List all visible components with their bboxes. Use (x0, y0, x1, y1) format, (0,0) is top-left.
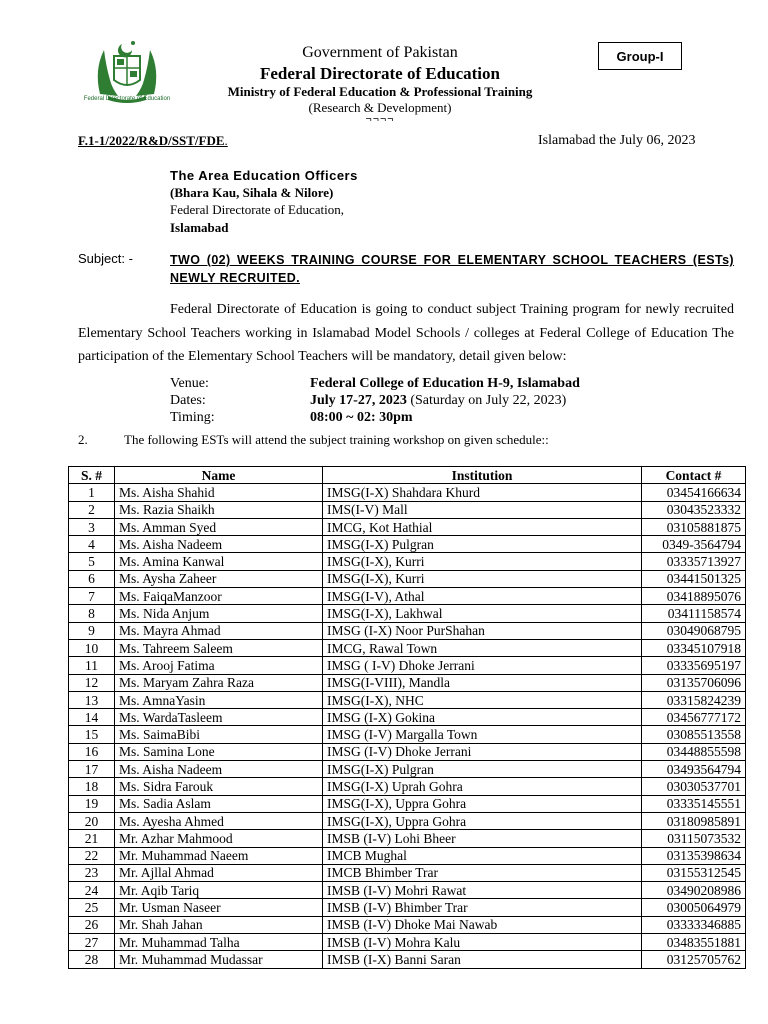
cell-sn: 21 (69, 830, 115, 847)
table-row (69, 570, 746, 587)
department-heading: (Research & Development) (308, 100, 452, 115)
cell-sn: 19 (69, 795, 115, 812)
header-name: Name (115, 467, 323, 484)
cell-sn: 10 (69, 639, 115, 656)
cell-name: Ms. Aysha Zaheer (115, 570, 323, 587)
cell-institution: IMSG (I-X) Gokina (323, 709, 642, 726)
cell-name: Mr. Aqib Tariq (115, 882, 323, 899)
cell-institution: IMSB (I-V) Mohri Rawat (323, 882, 642, 899)
table-row (69, 899, 746, 916)
cell-sn: 24 (69, 882, 115, 899)
timing-value: 08:00 ~ 02: 30pm (310, 410, 413, 425)
cell-contact: 03333346885 (642, 916, 746, 933)
addressee-areas: (Bhara Kau, Sihala & Nilore) (170, 185, 334, 200)
cell-institution: IMSB (I-V) Lohi Bheer (323, 830, 642, 847)
cell-sn: 23 (69, 864, 115, 881)
cell-institution: IMCB Mughal (323, 847, 642, 864)
point-2 (78, 432, 549, 448)
cell-institution: IMSG (I-X) Noor PurShahan (323, 622, 642, 639)
cell-contact: 03335145551 (642, 795, 746, 812)
cell-contact: 03049068795 (642, 622, 746, 639)
cell-name: Ms. Amina Kanwal (115, 553, 323, 570)
table-row (69, 588, 746, 605)
cell-name: Ms. Tahreem Saleem (115, 639, 323, 656)
cell-name: Ms. SaimaBibi (115, 726, 323, 743)
table-row (69, 934, 746, 951)
point-2-number: 2. (78, 432, 88, 447)
cell-institution: IMSB (I-V) Dhoke Mai Nawab (323, 916, 642, 933)
subject-text: TWO (02) WEEKS TRAINING COURSE FOR ELEMENTARY SCHOOL TEACHERS (ESTs) NEWLY RECRUITED. (170, 253, 734, 285)
cell-institution: IMSB (I-X) Banni Saran (323, 951, 642, 968)
cell-institution: IMSG(I-X), Lakhwal (323, 605, 642, 622)
cell-contact: 03411158574 (642, 605, 746, 622)
table-row (69, 501, 746, 518)
table-row (69, 518, 746, 535)
cell-sn: 1 (69, 484, 115, 501)
cell-sn: 6 (69, 570, 115, 587)
cell-institution: IMSB (I-V) Bhimber Trar (323, 899, 642, 916)
cell-sn: 27 (69, 934, 115, 951)
cell-sn: 9 (69, 622, 115, 639)
cell-name: Ms. Aisha Nadeem (115, 761, 323, 778)
cell-contact: 03155312545 (642, 864, 746, 881)
cell-contact: 03125705762 (642, 951, 746, 968)
table-row (69, 726, 746, 743)
table-row (69, 743, 746, 760)
cell-institution: IMSG(I-X) Pulgran (323, 761, 642, 778)
cell-contact: 03135398634 (642, 847, 746, 864)
cell-contact: 03335695197 (642, 657, 746, 674)
cell-sn: 16 (69, 743, 115, 760)
addressee-title: The Area Education Officers (170, 168, 358, 183)
timing-label: Timing: (170, 410, 215, 425)
group-badge: Group-I (598, 42, 682, 70)
cell-name: Ms. Arooj Fatima (115, 657, 323, 674)
cell-sn: 13 (69, 691, 115, 708)
cell-sn: 2 (69, 501, 115, 518)
cell-contact: 03085513558 (642, 726, 746, 743)
cell-contact: 0349-3564794 (642, 536, 746, 553)
table-header-row (69, 467, 746, 484)
cell-name: Ms. Mayra Ahmad (115, 622, 323, 639)
dates-note: (Saturday on July 22, 2023) (406, 393, 567, 408)
table-row (69, 484, 746, 501)
reference-number (78, 133, 228, 149)
cell-contact: 03418895076 (642, 588, 746, 605)
addressee-city: Islamabad (170, 220, 229, 235)
cell-sn: 11 (69, 657, 115, 674)
cell-institution: IMSG(I-V), Athal (323, 588, 642, 605)
table-row (69, 674, 746, 691)
reference-text: F.1-1/2022/R&D/SST/FDE (78, 133, 225, 148)
venue-label: Venue: (170, 376, 209, 391)
cell-institution: IMSG(I-X), NHC (323, 691, 642, 708)
cell-contact: 03448855598 (642, 743, 746, 760)
cell-sn: 18 (69, 778, 115, 795)
body-paragraph: Federal Directorate of Education is going to conduct subject Training program for newly recruited Elementary School Teachers working in Islamabad Model Schools / colleges at Federal College of Education The participation of the Elementary School Teachers will be mandatory, detail given below: (78, 302, 734, 364)
header-separator: ¬¬¬¬ (365, 113, 395, 125)
cell-sn: 17 (69, 761, 115, 778)
cell-contact: 03115073532 (642, 830, 746, 847)
cell-name: Mr. Muhammad Naeem (115, 847, 323, 864)
header-institution: Institution (323, 467, 642, 484)
table-row (69, 847, 746, 864)
cell-name: Ms. FaiqaManzoor (115, 588, 323, 605)
cell-sn: 22 (69, 847, 115, 864)
cell-institution: IMCG, Kot Hathial (323, 518, 642, 535)
cell-name: Ms. Aisha Nadeem (115, 536, 323, 553)
point-2-text: The following ESTs will attend the subject training workshop on given schedule:: (124, 432, 549, 447)
table-row (69, 553, 746, 570)
letter-date: Islamabad the July 06, 2023 (538, 133, 696, 148)
cell-contact: 03454166634 (642, 484, 746, 501)
cell-name: Ms. Aisha Shahid (115, 484, 323, 501)
cell-institution: IMSG(I-X), Uppra Gohra (323, 795, 642, 812)
government-heading: Government of Pakistan (302, 44, 458, 61)
dates-line (310, 393, 566, 409)
cell-contact: 03456777172 (642, 709, 746, 726)
cell-contact: 03483551881 (642, 934, 746, 951)
table-row (69, 709, 746, 726)
cell-name: Ms. Nida Anjum (115, 605, 323, 622)
directorate-heading: Federal Directorate of Education (260, 64, 500, 83)
cell-sn: 20 (69, 812, 115, 829)
cell-institution: IMSG (I-V) Dhoke Jerrani (323, 743, 642, 760)
cell-contact: 03180985891 (642, 812, 746, 829)
table-row (69, 795, 746, 812)
cell-sn: 7 (69, 588, 115, 605)
cell-name: Ms. Sadia Aslam (115, 795, 323, 812)
cell-sn: 12 (69, 674, 115, 691)
table-row (69, 864, 746, 881)
table-row (69, 536, 746, 553)
cell-contact: 03493564794 (642, 761, 746, 778)
table-row (69, 882, 746, 899)
cell-contact: 03030537701 (642, 778, 746, 795)
cell-name: Mr. Muhammad Talha (115, 934, 323, 951)
cell-name: Mr. Usman Naseer (115, 899, 323, 916)
reference-dot: . (224, 133, 228, 148)
table-row (69, 916, 746, 933)
cell-name: Mr. Azhar Mahmood (115, 830, 323, 847)
cell-sn: 4 (69, 536, 115, 553)
cell-institution: IMCB Bhimber Trar (323, 864, 642, 881)
table-row (69, 622, 746, 639)
cell-institution: IMSG(I-X), Kurri (323, 553, 642, 570)
table-row (69, 812, 746, 829)
teachers-table (68, 466, 746, 969)
cell-name: Mr. Shah Jahan (115, 916, 323, 933)
cell-sn: 14 (69, 709, 115, 726)
cell-institution: IMS(I-V) Mall (323, 501, 642, 518)
header-sn: S. # (69, 467, 115, 484)
cell-institution: IMSG(I-VIII), Mandla (323, 674, 642, 691)
table-row (69, 830, 746, 847)
cell-sn: 5 (69, 553, 115, 570)
table-row (69, 761, 746, 778)
venue-value: Federal College of Education H-9, Islamabad (310, 376, 580, 391)
cell-name: Ms. Sidra Farouk (115, 778, 323, 795)
table-row (69, 605, 746, 622)
cell-institution: IMCG, Rawal Town (323, 639, 642, 656)
cell-sn: 26 (69, 916, 115, 933)
cell-contact: 03005064979 (642, 899, 746, 916)
seal-caption: Federal Directorate of Education (83, 96, 171, 102)
cell-sn: 8 (69, 605, 115, 622)
cell-name: Ms. AmnaYasin (115, 691, 323, 708)
cell-name: Ms. Ayesha Ahmed (115, 812, 323, 829)
cell-contact: 03315824239 (642, 691, 746, 708)
cell-institution: IMSG(I-X) Shahdara Khurd (323, 484, 642, 501)
subject-label: Subject: - (78, 251, 133, 266)
table-row (69, 691, 746, 708)
cell-name: Mr. Ajllal Ahmad (115, 864, 323, 881)
cell-contact: 03441501325 (642, 570, 746, 587)
addressee-directorate: Federal Directorate of Education, (170, 202, 344, 217)
cell-contact: 03345107918 (642, 639, 746, 656)
cell-contact: 03105881875 (642, 518, 746, 535)
cell-name: Ms. Amman Syed (115, 518, 323, 535)
table-row (69, 951, 746, 968)
cell-institution: IMSG(I-X) Uprah Gohra (323, 778, 642, 795)
cell-sn: 15 (69, 726, 115, 743)
cell-name: Mr. Muhammad Mudassar (115, 951, 323, 968)
cell-name: Ms. WardaTasleem (115, 709, 323, 726)
table-row (69, 657, 746, 674)
cell-name: Ms. Razia Shaikh (115, 501, 323, 518)
cell-institution: IMSG(I-X) Pulgran (323, 536, 642, 553)
cell-contact: 03335713927 (642, 553, 746, 570)
dates-value: July 17-27, 2023 (310, 393, 407, 408)
cell-name: Ms. Samina Lone (115, 743, 323, 760)
cell-name: Ms. Maryam Zahra Raza (115, 674, 323, 691)
cell-sn: 25 (69, 899, 115, 916)
cell-contact: 03135706096 (642, 674, 746, 691)
cell-institution: IMSG (I-V) Margalla Town (323, 726, 642, 743)
cell-institution: IMSB (I-V) Mohra Kalu (323, 934, 642, 951)
cell-institution: IMSG(I-X), Uppra Gohra (323, 812, 642, 829)
table-row (69, 639, 746, 656)
cell-sn: 3 (69, 518, 115, 535)
cell-contact: 03490208986 (642, 882, 746, 899)
header-contact: Contact # (642, 467, 746, 484)
cell-institution: IMSG(I-X), Kurri (323, 570, 642, 587)
ministry-heading: Ministry of Federal Education & Professional Training (227, 84, 533, 99)
dates-label: Dates: (170, 393, 206, 408)
cell-sn: 28 (69, 951, 115, 968)
table-row (69, 778, 746, 795)
cell-institution: IMSG ( I-V) Dhoke Jerrani (323, 657, 642, 674)
cell-contact: 03043523332 (642, 501, 746, 518)
